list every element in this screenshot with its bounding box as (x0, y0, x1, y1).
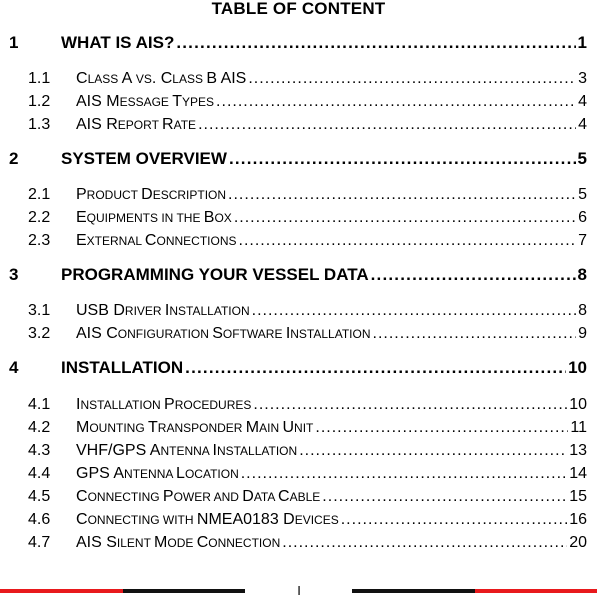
toc-dot-leader (234, 209, 576, 227)
footer-bar-black-left (123, 589, 245, 593)
toc-entry-number: 4.6 (28, 511, 51, 528)
toc-entry-number: 3 (9, 265, 19, 284)
toc-entry-number: 2 (9, 149, 19, 168)
toc-entry-page-number: 20 (569, 534, 587, 551)
toc-entry-number: 1 (9, 33, 19, 52)
footer-bar-black-right (352, 589, 475, 593)
toc-section-row[interactable] (28, 419, 587, 437)
toc-section-row[interactable] (28, 302, 587, 320)
toc-entry-number: 4.2 (28, 419, 51, 436)
toc-entry-page-number: 3 (578, 70, 587, 87)
toc-entry-label: USB DRIVER INSTALLATION (76, 302, 250, 319)
page-title: TABLE OF CONTENT (211, 0, 386, 18)
toc-entry-label: MOUNTING TRANSPONDER MAIN UNIT (76, 419, 314, 436)
footer-bar-red-right (475, 589, 597, 593)
toc-entry-label: CONNECTING WITH NMEA0183 DEVICES (76, 511, 339, 528)
toc-dot-leader (371, 265, 576, 285)
footer-bar-red-left (0, 589, 123, 593)
toc-dot-leader (216, 93, 576, 111)
toc-entry-label: AIS CONFIGURATION SOFTWARE INSTALLATION (76, 325, 371, 342)
toc-entry-number: 4 (9, 358, 19, 377)
toc-dot-leader (322, 488, 567, 506)
toc-entry-label: EQUIPMENTS IN THE BOX (76, 209, 232, 226)
toc-section-row[interactable] (28, 209, 587, 227)
toc-chapter-row[interactable] (9, 149, 587, 169)
toc-dot-leader (248, 70, 576, 88)
toc-entry-label: AIS MESSAGE TYPES (76, 93, 215, 110)
toc-entry-label: VHF/GPS ANTENNA INSTALLATION (76, 442, 298, 459)
toc-entry-number: 1.3 (28, 116, 51, 133)
toc-entry-number: 4.4 (28, 465, 51, 482)
toc-section-row[interactable] (28, 232, 587, 250)
toc-section-row[interactable] (28, 325, 587, 343)
toc-entry-label: INSTALLATION PROCEDURES (76, 396, 252, 413)
toc-entry-page-number: 9 (578, 325, 587, 342)
toc-chapter-row[interactable] (9, 358, 587, 378)
toc-dot-leader (373, 325, 577, 343)
toc-dot-leader (341, 511, 567, 529)
toc-entry-page-number: 10 (568, 358, 587, 377)
toc-entry-number: 2.3 (28, 232, 51, 249)
toc-section-row[interactable] (28, 116, 587, 134)
toc-entry-page-number: 5 (578, 186, 587, 203)
toc-entry-label: WHAT IS AIS? (61, 33, 175, 52)
toc-entry-page-number: 11 (570, 419, 587, 436)
toc-section-row[interactable] (28, 534, 587, 552)
toc-entry-number: 4.3 (28, 442, 51, 459)
toc-entry-page-number: 10 (569, 396, 587, 413)
toc-entry-label: PRODUCT DESCRIPTION (76, 186, 227, 203)
toc-entry-label: CLASS A VS. CLASS B AIS (76, 70, 247, 87)
toc-entry-page-number: 1 (577, 33, 587, 52)
toc-entry-page-number: 4 (578, 93, 587, 110)
toc-dot-leader (252, 302, 576, 320)
toc-section-row[interactable] (28, 511, 587, 529)
toc-entry-page-number: 6 (578, 209, 587, 226)
toc-entry-number: 2.2 (28, 209, 51, 226)
toc-entry-number: 4.1 (28, 396, 51, 413)
toc-entry-label: PROGRAMMING YOUR VESSEL DATA (61, 265, 369, 284)
toc-dot-leader (228, 186, 576, 204)
toc-entry-label: AIS SILENT MODE CONNECTION (76, 534, 281, 551)
toc-dot-leader (198, 116, 576, 134)
toc-section-row[interactable] (28, 70, 587, 88)
toc-entry-number: 3.1 (28, 302, 51, 319)
toc-dot-leader (282, 534, 567, 552)
toc-entry-label: EXTERNAL CONNECTIONS (76, 232, 237, 249)
toc-dot-leader (239, 232, 577, 250)
toc-entry-page-number: 5 (577, 149, 587, 168)
toc-section-row[interactable] (28, 465, 587, 483)
footer-page-number: I (297, 583, 301, 598)
toc-dot-leader (176, 33, 575, 53)
toc-dot-leader (253, 396, 567, 414)
toc-entry-page-number: 7 (578, 232, 587, 249)
toc-entry-label: INSTALLATION (61, 358, 184, 377)
toc-entry-number: 3.2 (28, 325, 51, 342)
toc-entry-page-number: 8 (578, 302, 587, 319)
toc-entry-page-number: 4 (578, 116, 587, 133)
toc-entry-label: SYSTEM OVERVIEW (61, 149, 227, 168)
toc-entry-number: 4.5 (28, 488, 51, 505)
toc-section-row[interactable] (28, 186, 587, 204)
toc-entry-number: 4.7 (28, 534, 51, 551)
toc-chapter-row[interactable] (9, 265, 587, 285)
toc-dot-leader (315, 419, 568, 437)
toc-dot-leader (185, 358, 566, 378)
toc-entry-page-number: 8 (577, 265, 587, 284)
toc-entry-number: 1.1 (28, 70, 51, 87)
toc-entry-number: 2.1 (28, 186, 51, 203)
toc-entry-page-number: 16 (569, 511, 587, 528)
toc-entry-label: AIS REPORT RATE (76, 116, 197, 133)
toc-entry-label: CONNECTING POWER AND DATA CABLE (76, 488, 321, 505)
toc-dot-leader (299, 442, 567, 460)
toc-dot-leader (229, 149, 576, 169)
toc-entry-page-number: 13 (569, 442, 587, 459)
toc-section-row[interactable] (28, 488, 587, 506)
toc-chapter-row[interactable] (9, 33, 587, 53)
toc-entry-page-number: 14 (569, 465, 587, 482)
toc-entry-number: 1.2 (28, 93, 51, 110)
toc-section-row[interactable] (28, 396, 587, 414)
toc-entry-page-number: 15 (569, 488, 587, 505)
toc-section-row[interactable] (28, 442, 587, 460)
toc-entry-label: GPS ANTENNA LOCATION (76, 465, 239, 482)
toc-section-row[interactable] (28, 93, 587, 111)
toc-dot-leader (241, 465, 567, 483)
